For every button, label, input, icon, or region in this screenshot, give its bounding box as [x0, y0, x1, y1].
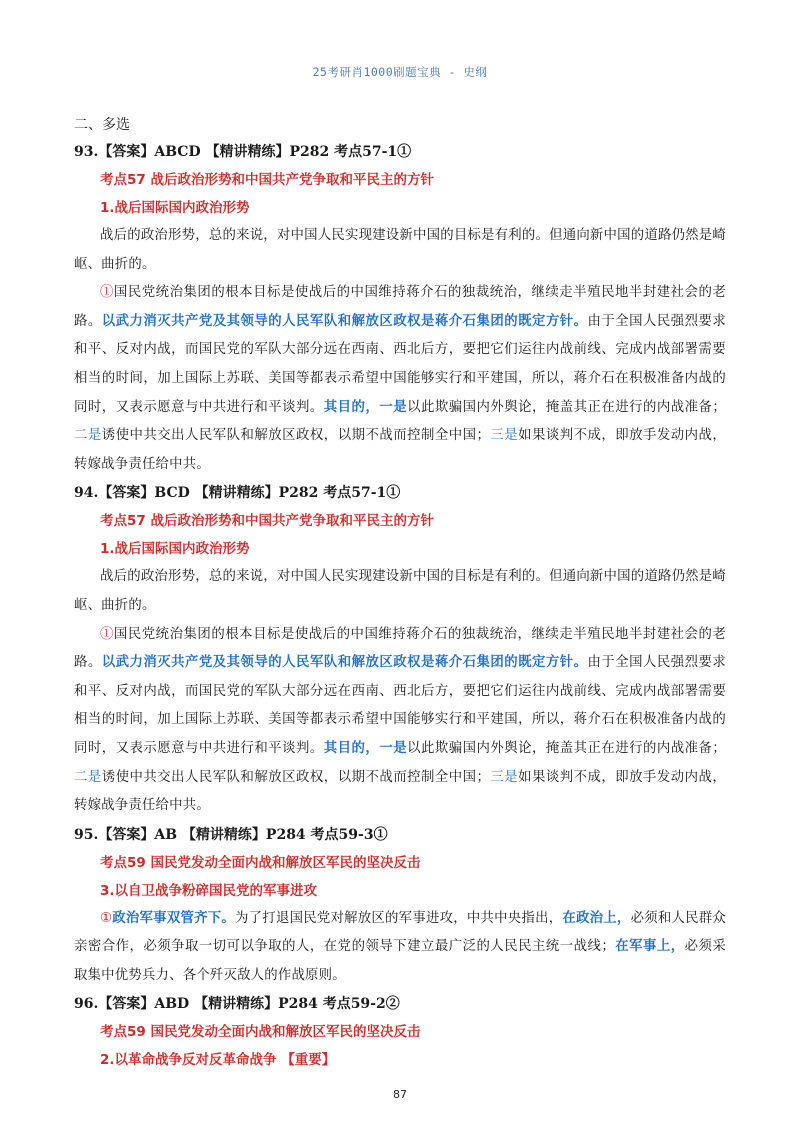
paragraph — [74, 905, 726, 991]
subtopic-title: 1.战后国际国内政治形势 — [100, 200, 250, 216]
question-94 — [74, 479, 726, 820]
text-span: 国民党统治集团的根本目标是使战后的中国维持蒋介石的独裁统治，继续走半殖民地半封建社会的老路。 — [74, 285, 726, 329]
question-96 — [74, 990, 726, 1074]
subtopic-title: 2.以革命战争反对反革命战争 【重要】 — [100, 1052, 336, 1069]
page-number: 87 — [393, 1088, 407, 1101]
paragraph: 战后的政治形势，总的来说，对中国人民实现建设新中国的目标是有利的。但通向新中国的道路仍然是崎岖、曲折的。 — [74, 228, 726, 272]
topic-title: 考点59 国民党发动全面内战和解放区军民的坚决反击 — [100, 1024, 421, 1041]
page-header: 25考研肖1000刷题宝典 - 史纲 — [312, 65, 488, 79]
text-span: 由于全国人民强烈要求和平、反对内战，而国民党的军队大部分远在西南、西北后方，要把它们运往内战前线、完成内战部署需要相当的时间，加上国际上苏联、美国等都表示希望中国能够实行和平建国，所以，蒋介石在积极准备内战的同时，又表示愿意与中共进行和平谈判。 — [74, 313, 727, 415]
highlight-text: 其目的， — [323, 399, 380, 415]
highlight-text: 三是 — [490, 428, 519, 444]
question-95 — [74, 821, 726, 991]
subtopic-title: 1.战后国际国内政治形势 — [100, 541, 250, 558]
text-span: 由于全国人民强烈要求和平、反对内战，而国民党的军队大部分远在西南、西北后方，要把它们运往内战前线、完成内战部署需要相当的时间，加上国际上苏联、美国等都表示希望中国能够实行和平建国，所以，蒋介石在积极准备内战的同时，又表示愿意与中共进行和平谈判。 — [74, 655, 727, 756]
question-head: 94.【答案】BCD 【精讲精练】P282 考点57-1① — [74, 485, 401, 502]
highlight-text: 在政治上， — [562, 910, 631, 926]
circled-number: ① — [100, 626, 114, 642]
question-93 — [74, 138, 726, 479]
text-span: 必须和人民群众亲密合作，必须争取一切可以争取的人，在党的领导下建立最广泛的人民民主统一战线； — [74, 910, 726, 955]
question-head: 93.【答案】ABCD 【精讲精练】P282 考点57-1① — [74, 144, 412, 160]
highlight-text: 一是 — [379, 399, 408, 415]
text-span: 如果谈判不成，即放手发动内战，转嫁战争责任给中共。 — [74, 428, 726, 472]
topic-title: 考点59 国民党发动全面内战和解放区军民的坚决反击 — [100, 854, 421, 871]
section-title: 二、多选 — [74, 117, 130, 133]
paragraph — [74, 621, 726, 821]
text-span: 以此欺骗国内外舆论，掩盖其正在进行的内战准备； — [407, 740, 726, 756]
highlight-text: 二是 — [74, 428, 102, 444]
subtopic-title: 3.以自卫战争粉碎国民党的军事进攻 — [100, 882, 318, 899]
text-span: 为了打退国民党对解放区的军事进攻，中共中央指出， — [235, 910, 563, 926]
text-span: 诱使中共交出人民军队和解放区政权，以期不战而控制全中国； — [101, 428, 491, 444]
highlight-text: 其目的， — [323, 740, 380, 756]
highlight-text: 在军事上， — [614, 939, 685, 955]
text-span: 必须采取集中优势兵力、各个歼灭敌人的作战原则。 — [74, 939, 727, 983]
highlight-text: 二是 — [74, 769, 102, 785]
paragraph — [74, 279, 726, 479]
page-content — [74, 110, 726, 1074]
highlight-text: 以武力消灭共产党及其领导的人民军队和解放区政权是蒋介石集团的既定方针。 — [101, 655, 588, 671]
topic-title: 考点57 战后政治形势和中国共产党争取和平民主的方针 — [100, 172, 434, 188]
highlight-text: 三是 — [490, 769, 519, 785]
circled-number: ① — [100, 285, 114, 301]
highlight-text: 一是 — [379, 740, 408, 756]
text-span: 诱使中共交出人民军队和解放区政权，以期不战而控制全中国； — [101, 769, 491, 785]
question-head: 96.【答案】ABD 【精讲精练】P284 考点59-2② — [74, 996, 400, 1013]
paragraph: 战后的政治形势，总的来说，对中国人民实现建设新中国的目标是有利的。但通向新中国的道路仍然是崎岖、曲折的。 — [74, 569, 726, 613]
highlight-text: 政治军事双管齐下。 — [112, 910, 236, 926]
text-span: 如果谈判不成，即放手发动内战，转嫁战争责任给中共。 — [74, 769, 726, 814]
question-head: 95.【答案】AB 【精讲精练】P284 考点59-3① — [74, 826, 388, 843]
text-span: 国民党统治集团的根本目标是使战后的中国维持蒋介石的独裁统治，继续走半殖民地半封建社会的老路。 — [74, 626, 726, 671]
text-span: 以此欺骗国内外舆论，掩盖其正在进行的内战准备； — [407, 399, 726, 415]
circled-number: ① — [100, 910, 113, 926]
highlight-text: 以武力消灭共产党及其领导的人民军队和解放区政权是蒋介石集团的既定方针。 — [101, 313, 588, 329]
topic-title: 考点57 战后政治形势和中国共产党争取和平民主的方针 — [100, 513, 434, 530]
